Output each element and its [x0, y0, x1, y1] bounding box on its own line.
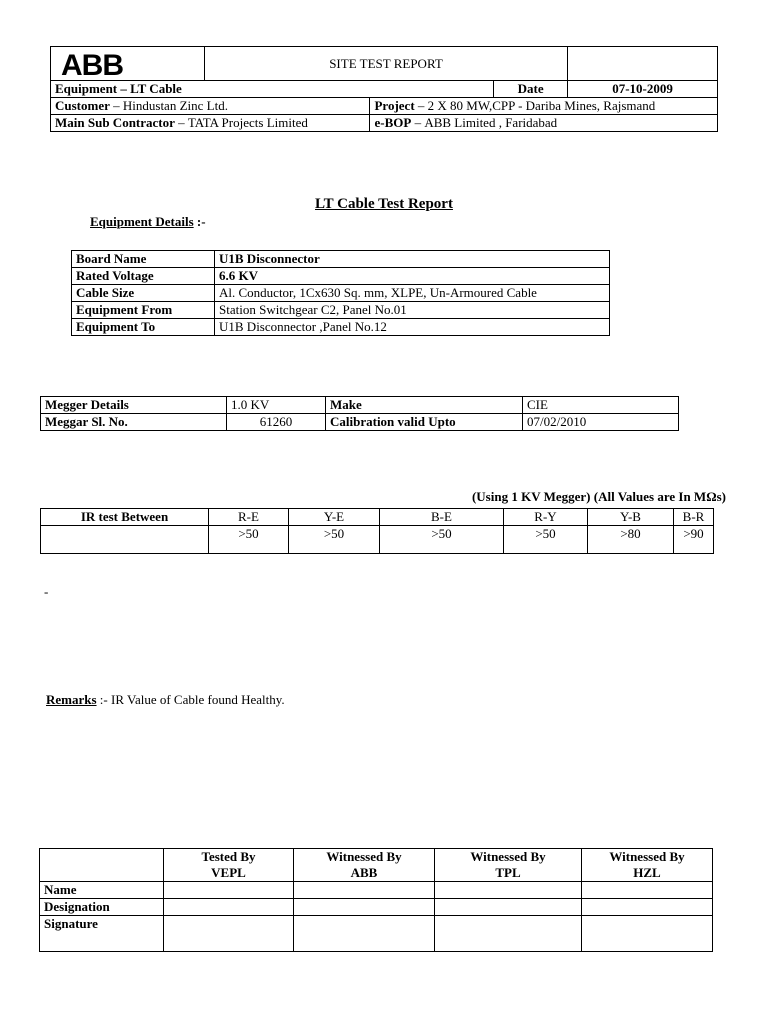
equipment-row-value: Station Switchgear C2, Panel No.01: [215, 302, 610, 319]
subcontractor-label: Main Sub Contractor: [55, 115, 175, 130]
signoff-cell: [294, 882, 435, 899]
ir-column-header: Y-B: [588, 509, 674, 526]
megger-calib-value: 07/02/2010: [523, 414, 679, 431]
signoff-header-line1: Witnessed By: [470, 849, 546, 864]
signoff-row-label: Signature: [40, 916, 164, 952]
equipment-label: Equipment: [55, 81, 118, 96]
ebop-value: ABB Limited , Faridabad: [424, 115, 558, 130]
customer-cell: Customer – Hindustan Zinc Ltd.: [51, 98, 370, 115]
equipment-row-value: Al. Conductor, 1Cx630 Sq. mm, XLPE, Un-Armoured Cable: [215, 285, 610, 302]
table-row: [41, 526, 714, 554]
signoff-header-line1: Witnessed By: [609, 849, 685, 864]
equipment-details-label: Equipment Details: [90, 214, 194, 229]
equipment-details-heading: [90, 214, 206, 230]
signoff-header-line1: Tested By: [201, 849, 256, 864]
customer-label: Customer: [55, 98, 110, 113]
megger-table: [40, 396, 679, 431]
equipment-cell: Equipment – LT Cable: [51, 81, 494, 98]
ir-column-header: Y-E: [289, 509, 380, 526]
megger-sl-value: 61260: [227, 414, 326, 431]
ir-value: >80: [588, 526, 674, 554]
remarks-label: Remarks: [46, 692, 97, 707]
report-title: LT Cable Test Report: [315, 196, 453, 212]
date-label: Date: [494, 81, 568, 98]
signoff-cell: [435, 882, 582, 899]
signoff-column-header: [294, 849, 435, 882]
table-row: [72, 285, 610, 302]
table-row: [41, 414, 679, 431]
ir-note: (Using 1 KV Megger) (All Values are In MΩs): [471, 489, 726, 504]
abb-logo: [51, 47, 205, 81]
project-cell: Project – 2 X 80 MW,CPP - Dariba Mines, Rajsmand: [370, 98, 718, 115]
ir-column-header: R-Y: [504, 509, 588, 526]
signoff-header-line2: TPL: [495, 865, 521, 880]
signoff-cell: [294, 899, 435, 916]
equipment-row-label: Equipment To: [72, 319, 215, 336]
ir-value: >50: [380, 526, 504, 554]
ir-value: >50: [209, 526, 289, 554]
ir-value: >90: [674, 526, 714, 554]
signoff-column-header: [582, 849, 713, 882]
date-value: 07-10-2009: [568, 81, 718, 98]
signoff-table: [39, 848, 713, 952]
signoff-header-line2: HZL: [633, 865, 661, 880]
ebop-cell: e-BOP – ABB Limited , Faridabad: [370, 115, 718, 132]
abb-logo-text: ABB: [61, 50, 123, 77]
ir-table: [40, 508, 714, 554]
ir-column-header: B-E: [380, 509, 504, 526]
remarks: [46, 692, 285, 708]
equipment-row-label: Cable Size: [72, 285, 215, 302]
table-row: [40, 916, 713, 952]
equipment-table: [71, 250, 610, 336]
dash-mark: -: [44, 584, 49, 599]
ir-value: >50: [504, 526, 588, 554]
ir-value: >50: [289, 526, 380, 554]
ir-column-header: R-E: [209, 509, 289, 526]
megger-make-value: CIE: [523, 397, 679, 414]
signoff-column-header: [164, 849, 294, 882]
ir-column-header: B-R: [674, 509, 714, 526]
signoff-cell: [582, 916, 713, 952]
subcontractor-value: TATA Projects Limited: [187, 115, 308, 130]
report-header-title: SITE TEST REPORT: [204, 47, 567, 81]
signoff-cell: [435, 916, 582, 952]
abb-logo-icon: [61, 51, 133, 77]
remarks-text: :- IR Value of Cable found Healthy.: [99, 692, 285, 707]
table-row: [41, 397, 679, 414]
project-value: 2 X 80 MW,CPP - Dariba Mines, Rajsmand: [427, 98, 656, 113]
subcontractor-cell: Main Sub Contractor – TATA Projects Limited: [51, 115, 370, 132]
signoff-row-label: Designation: [40, 899, 164, 916]
table-row: [72, 268, 610, 285]
table-row: [40, 849, 713, 882]
signoff-row-label: Name: [40, 882, 164, 899]
signoff-blank-cell: [40, 849, 164, 882]
ebop-label: e-BOP: [374, 115, 412, 130]
ir-blank-cell: [41, 526, 209, 554]
signoff-cell: [164, 916, 294, 952]
signoff-header-line2: ABB: [350, 865, 378, 880]
table-row: [72, 302, 610, 319]
signoff-cell: [164, 882, 294, 899]
megger-details-value: 1.0 KV: [227, 397, 326, 414]
equipment-row-label: Board Name: [72, 251, 215, 268]
table-row: [40, 899, 713, 916]
signoff-cell: [294, 916, 435, 952]
equipment-row-value: 6.6 KV: [215, 268, 610, 285]
signoff-column-header: [435, 849, 582, 882]
signoff-cell: [582, 882, 713, 899]
header-table: [50, 46, 718, 132]
table-row: [41, 509, 714, 526]
equipment-row-value: U1B Disconnector ,Panel No.12: [215, 319, 610, 336]
megger-calib-label: Calibration valid Upto: [326, 414, 523, 431]
customer-value: Hindustan Zinc Ltd.: [122, 98, 228, 113]
ir-header-label: IR test Between: [41, 509, 209, 526]
megger-sl-label: Meggar Sl. No.: [41, 414, 227, 431]
signoff-header-line2: VEPL: [211, 865, 246, 880]
equipment-row-label: Rated Voltage: [72, 268, 215, 285]
signoff-header-line1: Witnessed By: [326, 849, 402, 864]
equipment-row-label: Equipment From: [72, 302, 215, 319]
megger-details-label: Megger Details: [41, 397, 227, 414]
header-blank-cell: [568, 47, 718, 81]
project-label: Project: [374, 98, 415, 113]
equipment-details-suffix: :-: [196, 214, 206, 229]
signoff-cell: [164, 899, 294, 916]
megger-make-label: Make: [326, 397, 523, 414]
table-row: [72, 319, 610, 336]
table-row: [72, 251, 610, 268]
signoff-cell: [435, 899, 582, 916]
signoff-cell: [582, 899, 713, 916]
equipment-row-value: U1B Disconnector: [215, 251, 610, 268]
table-row: [40, 882, 713, 899]
equipment-value: LT Cable: [130, 81, 182, 96]
